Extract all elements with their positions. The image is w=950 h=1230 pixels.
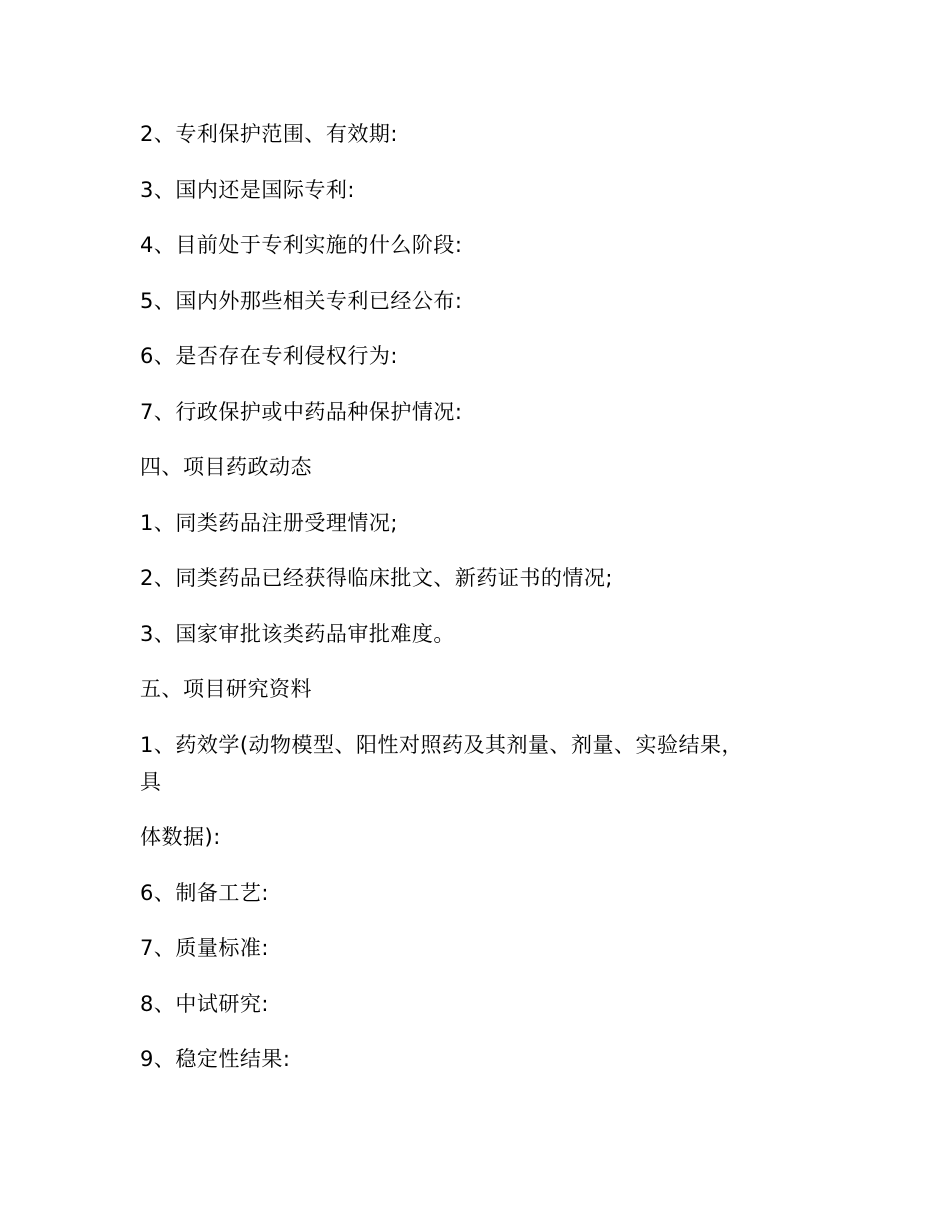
- section-heading: 五、项目研究资料: [140, 677, 312, 701]
- text-line: 8、中试研究:: [140, 991, 269, 1016]
- text-line: 7、行政保护或中药品种保护情况:: [140, 399, 463, 424]
- document-body: [140, 116, 830, 1097]
- text-line: 7、质量标准:: [140, 936, 269, 960]
- text-line: 4、目前处于专利实施的什么阶段:: [140, 233, 463, 257]
- text-line: 9、稳定性结果:: [140, 1047, 291, 1071]
- section-heading: 四、项目药政动态: [140, 455, 312, 479]
- text-line: 2、专利保护范围、有效期:: [140, 122, 398, 146]
- text-line: 6、是否存在专利侵权行为:: [140, 344, 398, 368]
- text-line: 2、同类药品已经获得临床批文、新药证书的情况;: [140, 566, 613, 590]
- text-line-continuation: 具: [140, 769, 162, 794]
- text-line: 3、国内还是国际专利:: [140, 177, 355, 202]
- text-line: 6、制备工艺:: [140, 880, 269, 905]
- text-line: 3、国家审批该类药品审批难度。: [140, 621, 455, 646]
- text-line: 体数据):: [140, 825, 221, 849]
- text-line: 1、药效学(动物模型、阳性对照药及其剂量、剂量、实验结果，: [140, 732, 744, 757]
- text-line: 1、同类药品注册受理情况;: [140, 510, 398, 535]
- text-line: 5、国内外那些相关专利已经公布:: [140, 288, 463, 313]
